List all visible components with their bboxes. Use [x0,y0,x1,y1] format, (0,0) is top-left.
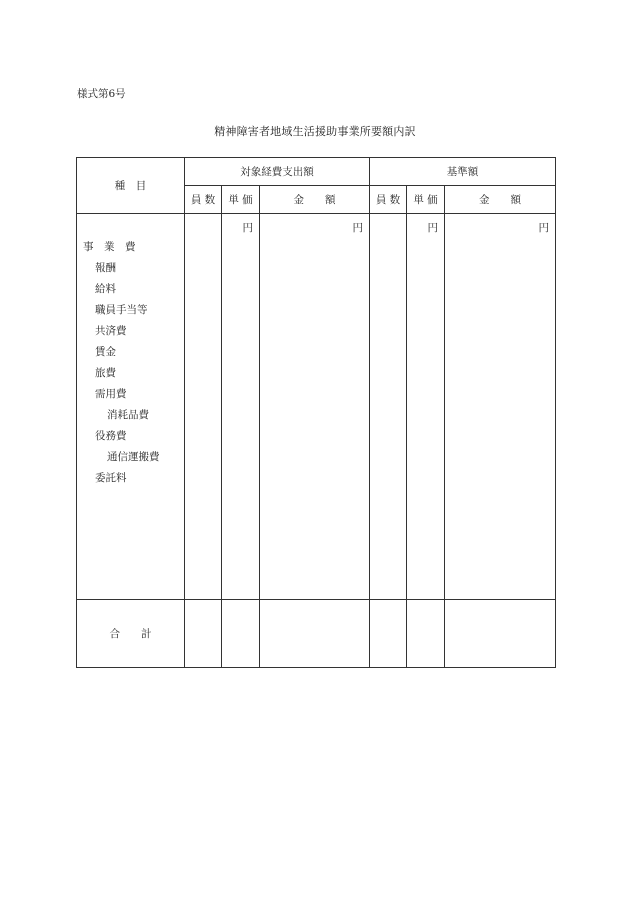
target-count-cell [185,214,222,600]
total-target-unit-price-cell [222,600,260,668]
items-row [77,214,556,600]
total-target-count-cell [185,600,222,668]
target-unit-price-cell [222,214,260,600]
list-item: 委託料 [95,472,127,484]
total-standard-amount-cell [445,600,556,668]
yen-unit: 円 [538,222,550,234]
form-number: 様式第6号 [77,88,126,100]
amount-header: 金 額 [260,186,370,214]
yen-unit: 円 [427,222,439,234]
list-item: 消耗品費 [107,409,149,421]
item-column-header: 種 目 [77,158,185,214]
amount-header: 金 額 [445,186,556,214]
standard-amount-header: 基準額 [370,158,556,186]
total-row [77,600,556,668]
target-expense-header: 対象経費支出額 [185,158,370,186]
list-item: 職員手当等 [95,304,148,316]
list-item: 共済費 [95,325,127,337]
total-target-amount-cell [260,600,370,668]
total-label: 合 計 [77,600,185,668]
standard-amount-cell [445,214,556,600]
item-list [77,214,185,600]
standard-count-cell [370,214,407,600]
list-item: 賃金 [95,346,116,358]
total-standard-unit-price-cell [407,600,445,668]
header-row-1 [77,158,556,186]
total-standard-count-cell [370,600,407,668]
count-header: 員 数 [370,186,407,214]
yen-unit: 円 [352,222,364,234]
list-item: 事 業 費 [83,241,136,253]
document-title: 精神障害者地域生活援助事業所要額内訳 [214,125,416,138]
list-item: 報酬 [95,262,116,274]
list-item: 役務費 [95,430,127,442]
unit-price-header: 単 価 [222,186,260,214]
standard-unit-price-cell [407,214,445,600]
list-item: 通信運搬費 [107,451,160,463]
target-amount-cell [260,214,370,600]
yen-unit: 円 [242,222,253,234]
list-item: 給料 [95,283,116,295]
list-item: 需用費 [95,388,127,400]
unit-price-header: 単 価 [407,186,445,214]
count-header: 員 数 [185,186,222,214]
breakdown-table [76,157,556,668]
list-item: 旅費 [95,367,116,379]
